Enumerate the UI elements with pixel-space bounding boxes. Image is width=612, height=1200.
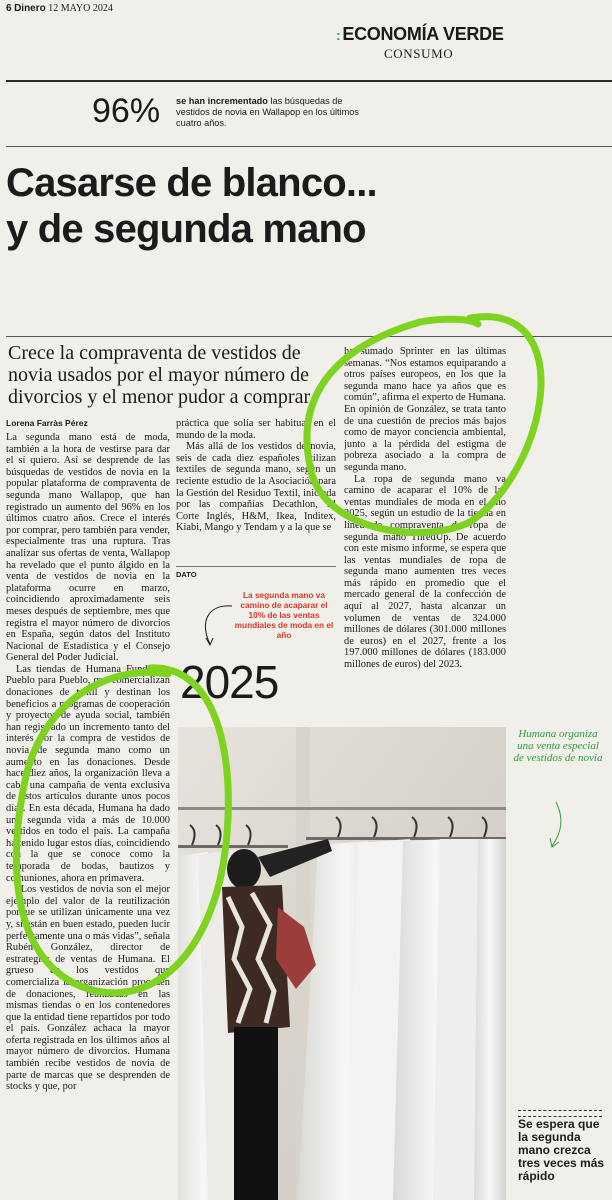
paragraph: práctica que solía ser habitual en el mundo de la moda. (176, 418, 336, 441)
headline (6, 160, 566, 252)
dato-rule (176, 566, 336, 567)
paragraph: “Los vestidos de novia son el mejor ejemplo del valor de la reutilización porque se utilizan únicamente una vez y, si están en buen estado, pueden lucir perfectamente una o más vidas”, señala Rubén González, director de estrategias de ventas de Humana. El grueso de los vestidos que comercializa la organización proceden de donaciones, realizadas en las mismas tiendas o en los contenedores que la entidad tiene repartidos por todo el país. González achaca la mayor oferta registrada en los últimos años al mayor número de divorcios. Humana también recibe vestidos de novia de parte de marcas que se desprenden de stocks y que, por (6, 884, 170, 1093)
caption-arrow-icon (544, 800, 568, 852)
page-number: 6 (6, 3, 12, 14)
section-mark: : (336, 27, 341, 43)
photo-illustration (178, 727, 506, 1200)
dato-note: La segunda mano va camino de acaparar el 10% de las ventas mundiales de moda en el año (234, 590, 334, 640)
subhead-rule (6, 336, 612, 337)
paragraph: Las tiendas de Humana Fundación Pueblo para Pueblo, que comercializan donaciones de textil y destinan los beneficios a programas de cooperación y proyectos de ayuda social, también han registrado un incremento tanto del interés por la compra de vestidos de novia de segunda mano como un aumento en las donaciones. Desde hace diez años, la organización lleva a cabo una campaña de venta exclusiva de estos artículos durante unos pocos días. En esta década, Humana ha dado una segunda vida a más de 10.000 vestidos en todo el país. La campaña ha tenido lugar estos días, coincidiendo con la que se conoce como la temporada de bodas, bautizos y comuniones, ahora en primavera. (6, 663, 170, 884)
headline-line-2: y de segunda mano (6, 207, 366, 251)
side-note-rule (518, 1110, 602, 1117)
subhead: Crece la compraventa de vestidos de novia usados por el mayor número de divorcios y el menor pudor a comprar (8, 342, 311, 408)
article-column-2 (176, 418, 336, 558)
article-column-1 (6, 432, 170, 1200)
byline: Lorena Farràs Pérez (6, 418, 88, 428)
stat-rule (6, 146, 612, 147)
section-label: ECONOMÍA VERDE (342, 24, 504, 44)
paragraph: La ropa de segunda mano va camino de acaparar el 10% de las ventas mundiales de moda en el año 2025, según un estudio de la tienda en línea de compraventa de ropa de segunda mano ThredUp. De acuerdo con este mismo informe, se espera que las ventas mundiales de ropa de segunda mano aumenten tres veces más rápido en promedio que el mercado general de la confección de aquí al 2027, hasta alcanzar un volumen de ventas de 324.000 millones de dólares (301.000 millones de euros) en el 2027, frente a los 197.000 millones de dólares (183.000 millones de euros) del 2023. (344, 473, 506, 671)
stat-lead: se han incrementado (176, 96, 268, 106)
stat-description: las búsquedas de vestidos de novia en Wallapop en los últimos cuatro años. (176, 96, 360, 128)
article-column-3 (344, 346, 506, 722)
publication-date: 12 MAYO 2024 (48, 3, 113, 14)
stat-value: 96% (92, 92, 161, 130)
paragraph: La segunda mano está de moda, también a la hora de vestirse para dar el sí quiero. Así se desprende de las búsquedas de vestidos de novia en la popular plataforma de compraventa de segunda mano Wallapop, que han registrado un aumento del 96% en los últimos cuatro años. Crece el interés por comprar, pero también para vender, especialmente tras una ruptura. Tras analizar sus ofertas de venta, Wallapop ha revelado que el punto álgido en la venta de vestidos de novia en la plataforma ocurre en marzo, coincidiendo aproximadamente seis meses después de septiembre, mes que registra el mayor número de divorcios en España, según datos del Instituto Nacional de Estadística y el Consejo General del Poder Judicial. (6, 432, 170, 664)
section-title (336, 24, 504, 45)
headline-line-1: Casarse de blanco... (6, 161, 377, 205)
page-folio (6, 3, 113, 14)
paragraph: ha sumado Sprinter en las últimas semanas. “Nos estamos equiparando a otros países europeos, en los que la segunda mano hace ya años que es común”, afirma el experto de Humana. En opinión de González, se trata tanto de una cuestión de precios más bajos como de mayor conciencia ambiental, junto a la pérdida del estigma de pobreza asociado a la compra de segunda mano. (344, 346, 506, 473)
header-rule (6, 80, 612, 82)
dato-year: 2025 (180, 656, 279, 708)
photo-caption: Humana organiza una venta especial de vestidos de novia (513, 728, 603, 764)
paragraph: Más allá de los vestidos de novia, seis de cada diez españoles utilizan textiles de segunda mano, según un reciente estudio de la Asociación para la Gestión del Residuo Textil, iniciada por las compañías Decathlon, El Corte Inglés, H&M, Ikea, Inditex, Kiabi, Mango y Tendam y a la que se (176, 441, 336, 534)
dato-label: DATO (176, 570, 197, 579)
side-note: Se espera que la segunda mano crezca tres veces más rápido (518, 1117, 605, 1183)
dato-arrow-icon (196, 600, 236, 650)
publication-name: Dinero (14, 3, 46, 14)
subsection-title: CONSUMO (384, 46, 454, 61)
stat-text (176, 96, 376, 129)
wedding-dress-photo (178, 727, 506, 1200)
